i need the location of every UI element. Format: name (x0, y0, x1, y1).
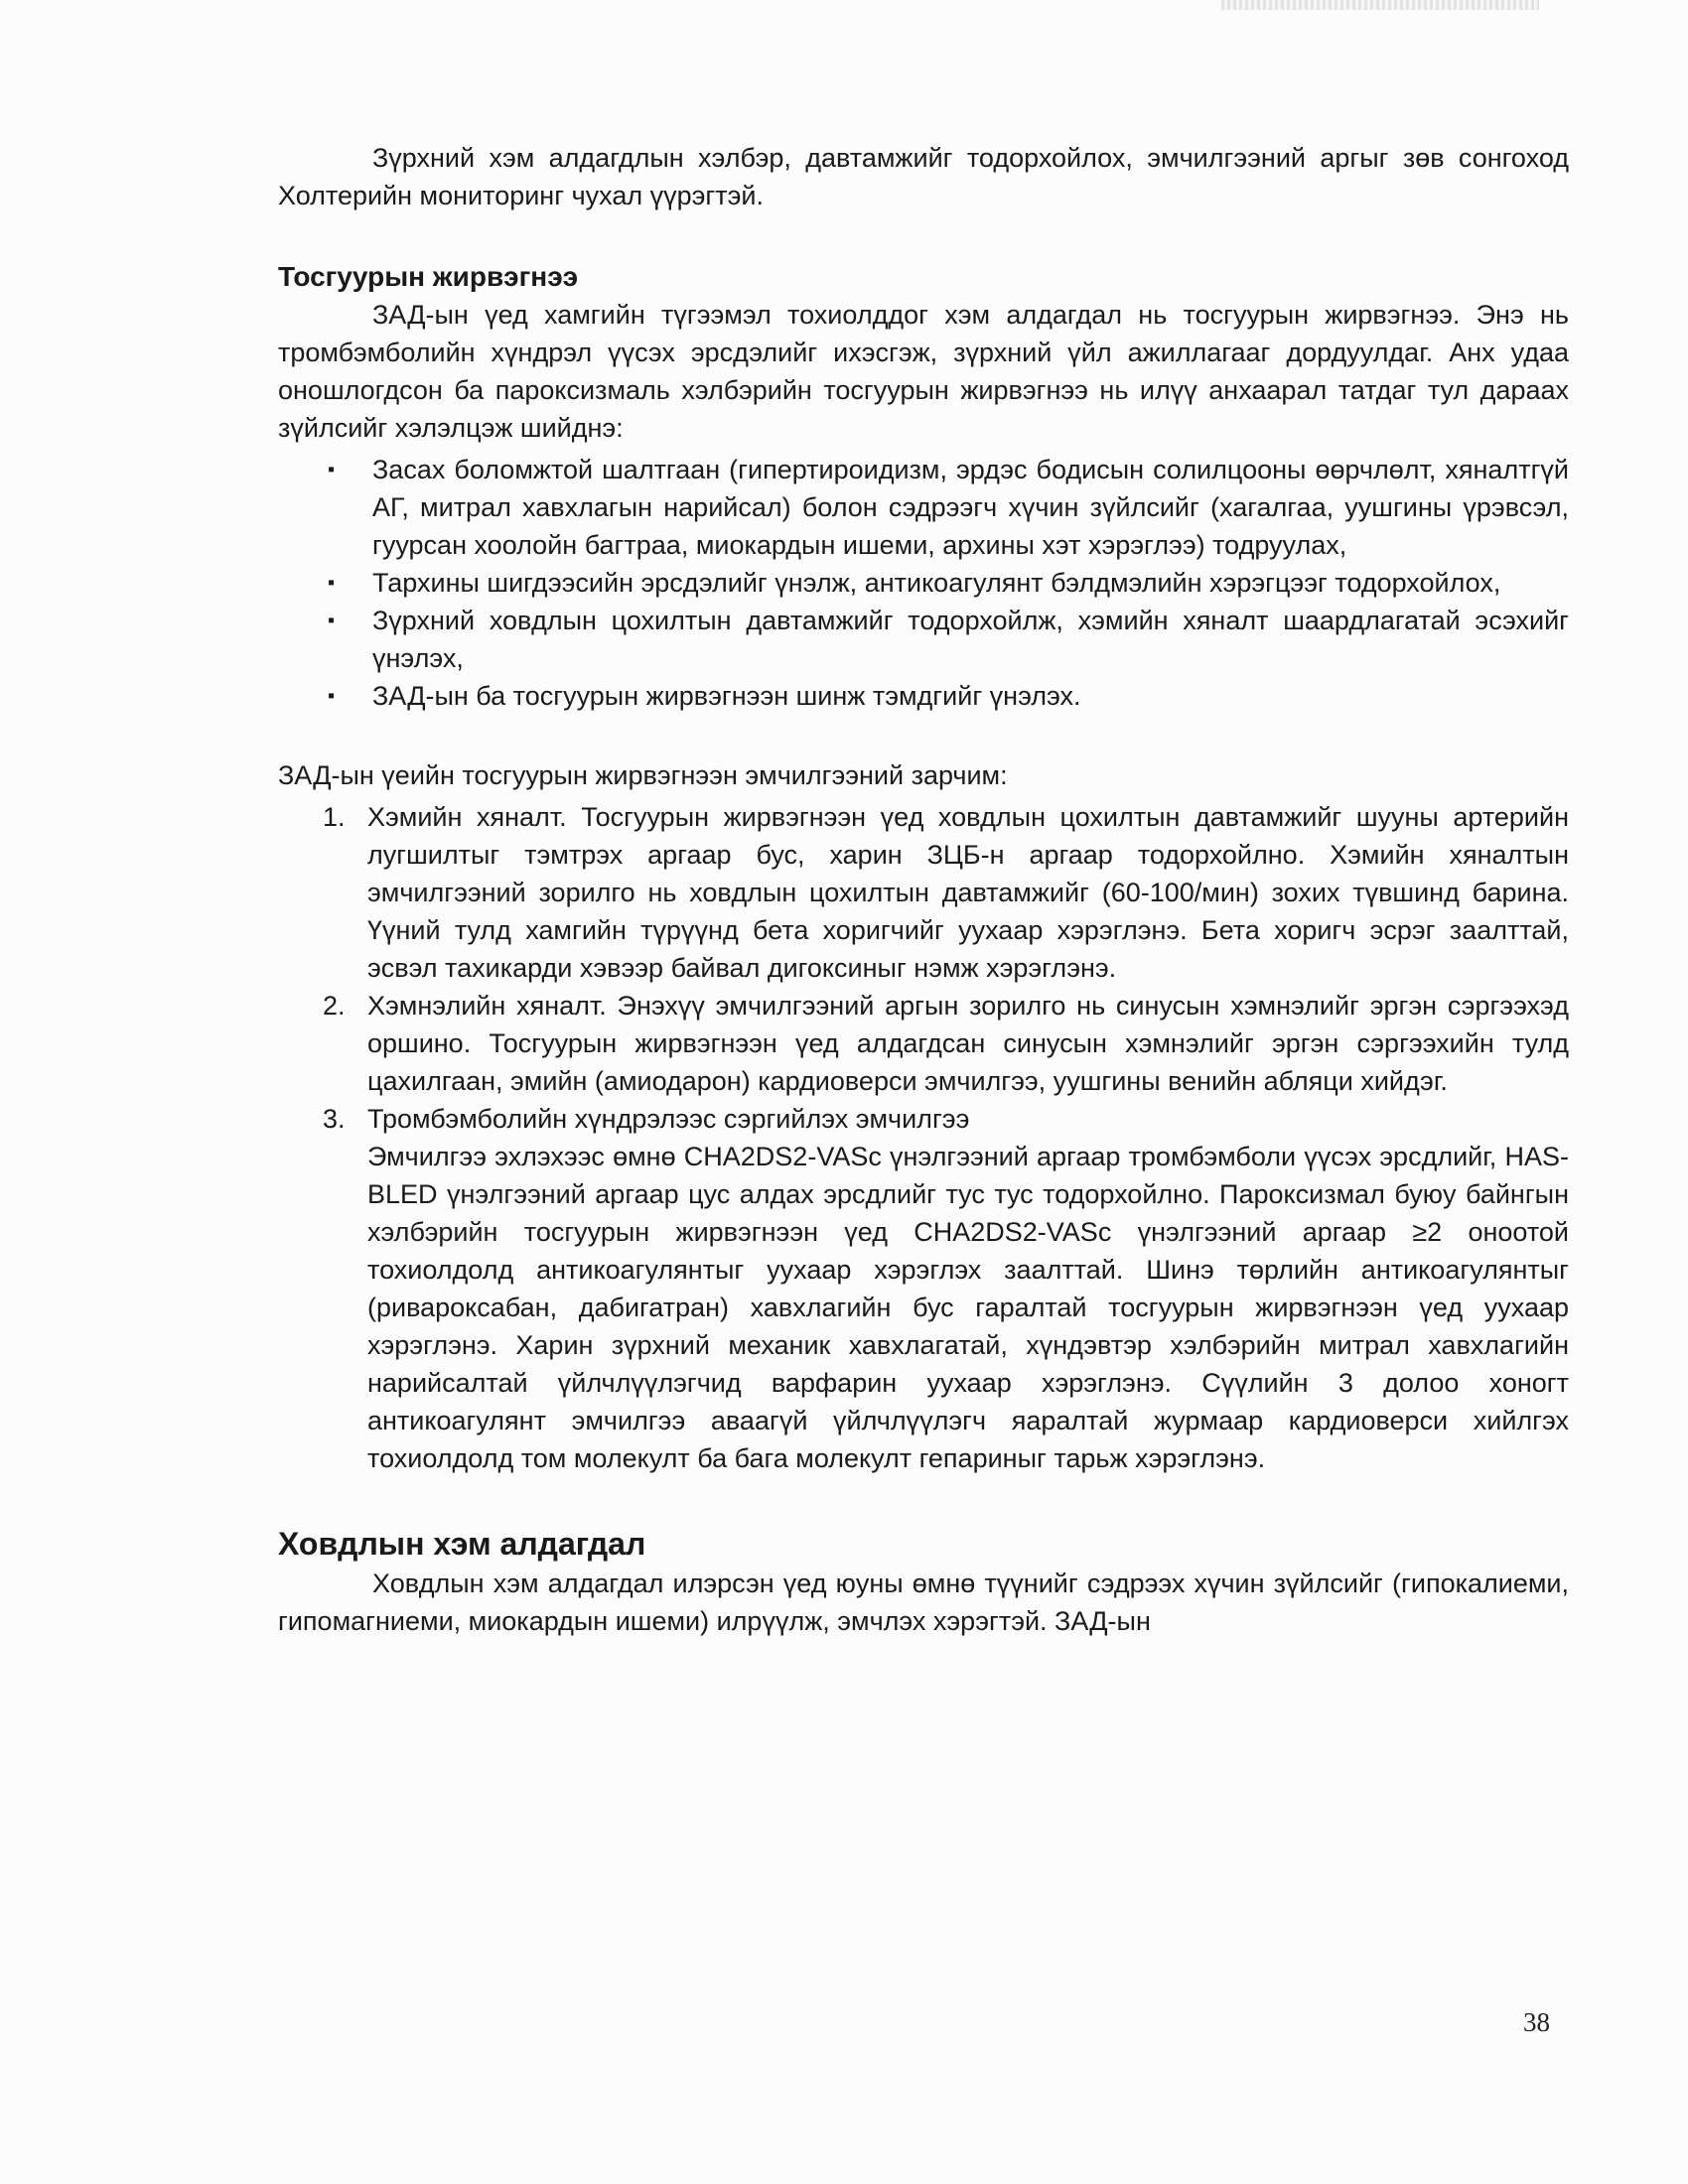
list-item (278, 451, 1569, 564)
af-paragraph: ЗАД-ын үед хамгийн түгээмэл тохиолддог хэм алдагдал нь тосгуурын жирвэгнээ. Энэ нь тромбэмболийн хүндрэл үүсэх эрсдэлийг ихэсгэж, зүрхний үйл ажиллагааг дордуулдаг. Анх удаа оношлогдсон ба пароксизмаль хэлбэрийн тосгуурын жирвэгнээ нь илүү анхаарал татдаг тул дараах зүйлсийг хэлэлцэж шийднэ: (278, 300, 1569, 443)
page-content (278, 139, 1569, 1640)
list-item-text: Хэмнэлийн хяналт. Энэхүү эмчилгээний аргын зорилго нь синусын хэмнэлийг эргэн сэргээхэд оршино. Тосгуурын жирвэгнээн үед алдагдсан синусын хэмнэлийг эргэн сэргээхийн тулд цахилгаан, эмийн (амиодарон) кардиоверси эмчилгээ, уушгины венийн абляци хийдэг. (367, 991, 1569, 1096)
list-item-text: Зүрхний ховдлын цохилтын давтамжийг тодорхойлж, хэмийн хяналт шаардлагатай эсэхийг үнэлэх, (372, 606, 1569, 673)
bullet-icon: ▪ (328, 572, 336, 594)
list-number: 3. (323, 1104, 346, 1134)
list-item-text: Тархины шигдээсийн эрсдэлийг үнэлж, антикоагулянт бэлдмэлийн хэрэгцээг тодорхойлох, (372, 568, 1501, 598)
list-item (278, 1100, 1569, 1477)
page-number: 38 (1523, 2007, 1550, 2037)
list-item (278, 987, 1569, 1100)
bullet-icon: ▪ (328, 459, 336, 480)
list-item (278, 602, 1569, 677)
bullet-icon: ▪ (328, 685, 336, 707)
list-item-text: ЗАД-ын ба тосгуурын жирвэгнээн шинж тэмдгийг үнэлэх. (372, 681, 1081, 711)
list-number: 2. (323, 991, 346, 1021)
list-item (278, 677, 1569, 715)
treatment-title: ЗАД-ын үеийн тосгуурын жирвэгнээн эмчилгээний зарчим: (278, 760, 1008, 790)
treatment-list (278, 798, 1569, 1477)
bullet-icon: ▪ (328, 610, 336, 631)
list-item (278, 798, 1569, 987)
af-bullet-list (278, 451, 1569, 715)
list-item-text: Хэмийн хяналт. Тосгуурын жирвэгнээн үед ховдлын цохилтын давтамжийг шууны артерийн лугшилтыг тэмтрэх аргаар бус, харин ЗЦБ-н аргаар тодорхойлно. Хэмийн хяналтын эмчилгээний зорилго нь ховдлын цохилтын давтамжийг (60-100/мин) зохих түвшинд барина. Үүний тулд хамгийн түрүүнд бета хоригчийг уухаар хэрэглэнэ. Бета хоригч эсрэг заалттай, эсвэл тахикарди хэвээр байвал дигоксиныг нэмж хэрэглэнэ. (367, 802, 1569, 983)
list-item (278, 564, 1569, 602)
vt-paragraph: Ховдлын хэм алдагдал илэрсэн үед юуны өмнө түүнийг сэдрээх хүчин зүйлсийг (гипокалиеми, гипомагниеми, миокардын ишеми) илрүүлж, эмчлэх хэрэгтэй. ЗАД-ын (278, 1569, 1569, 1636)
list-item-title: Тромбэмболийн хүндрэлээс сэргийлэх эмчилгээ (367, 1104, 970, 1134)
list-item-text: Эмчилгээ эхлэхээс өмнө CHA2DS2-VASc үнэлгээний аргаар тромбэмболи үүсэх эрсдлийг, HAS-BLED үнэлгээний аргаар цус алдах эрсдлийг тус тус тодорхойлно. Пароксизмал буюу байнгын хэлбэрийн тосгуурын жирвэгнээн үед CHA2DS2-VASc үнэлгээний аргаар ≥2 оноотой тохиолдолд антикоагулянтыг уухаар хэрэглэх заалттай. Шинэ төрлийн антикоагулянтыг (ривароксабан, дабигатран) хавхлагийн бус гаралтай тосгуурын жирвэгнээн үед уухаар хэрэглэнэ. Харин зүрхний механик хавхлагатай, хүндэвтэр хэлбэрийн митрал хавхлагийн нарийсалтай үйлчлүүлэгчид варфарин уухаар хэрэглэнэ. Сүүлийн 3 долоо хоногт антикоагулянт эмчилгээ аваагүй үйлчлүүлэгч яаралтай журмаар кардиоверси хийлгэх тохиолдолд том молекулт ба бага молекулт гепариныг тарьж хэрэглэнэ. (367, 1142, 1569, 1473)
scan-artifact (1221, 0, 1539, 10)
af-heading: Тосгуурын жирвэгнээ (278, 261, 579, 292)
list-item-text: Засах боломжтой шалтгаан (гипертироидизм, эрдэс бодисын солилцооны өөрчлөлт, хяналтгүй АГ, митрал хавхлагын нарийсал) болон сэдрээгч хүчин зүйлсийг (хагалгаа, уушгины үрэвсэл, гуурсан хоолойн багтраа, миокардын ишеми, архины хэт хэрэглээ) тодруулах, (372, 455, 1569, 560)
list-number: 1. (323, 802, 346, 832)
vt-heading: Ховдлын хэм алдагдал (278, 1526, 646, 1562)
intro-paragraph: Зүрхний хэм алдагдлын хэлбэр, давтамжийг тодорхойлох, эмчилгээний аргыг зөв сонгоход Холтерийн мониторинг чухал үүрэгтэй. (278, 143, 1569, 210)
